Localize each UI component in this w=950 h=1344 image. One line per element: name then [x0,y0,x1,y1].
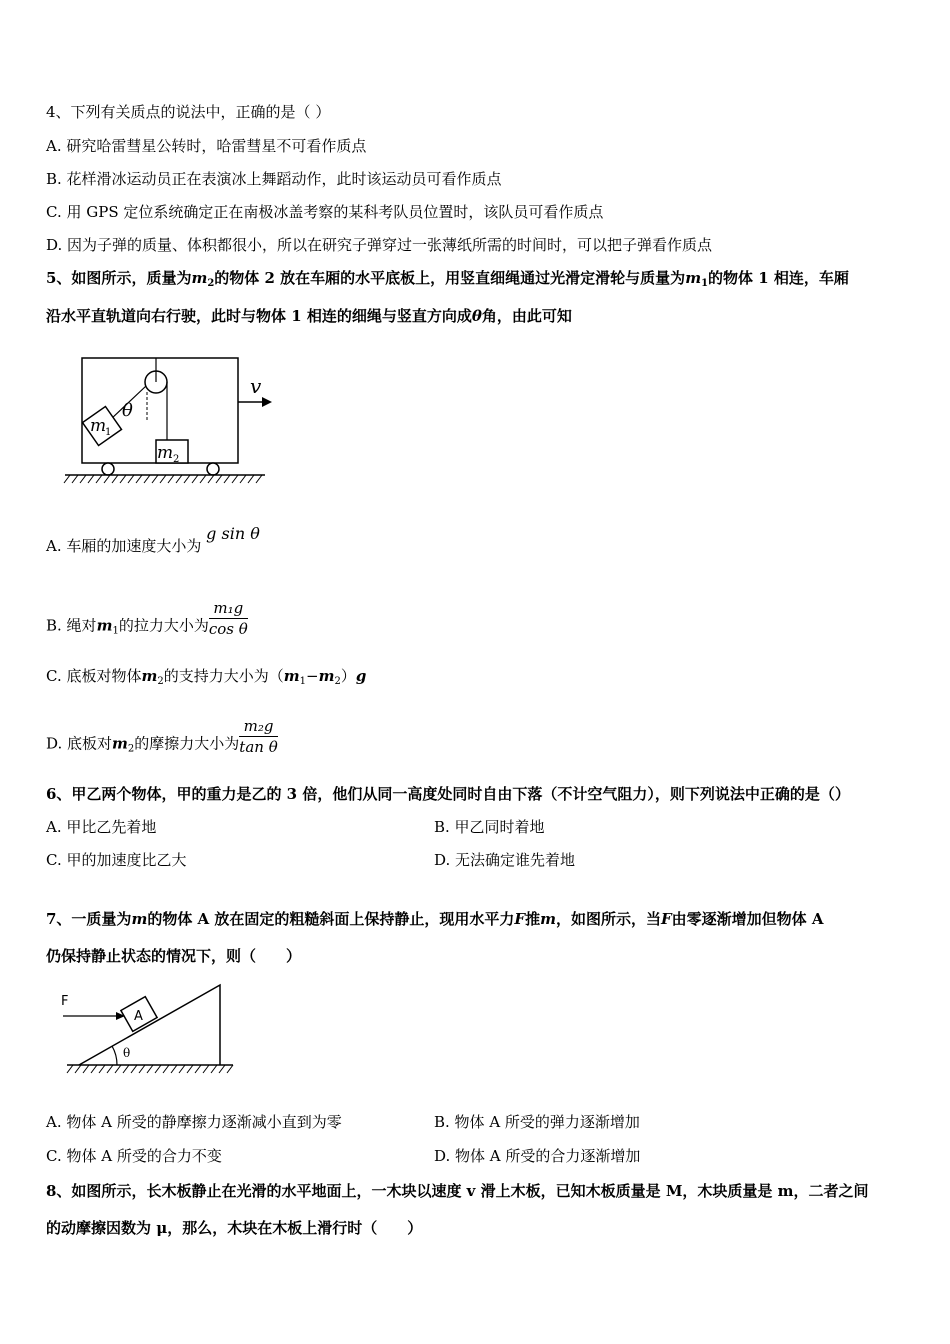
q6-option-c: C. 甲的加速度比乙大 [46,851,187,869]
q8-stem-line2: 的动摩擦因数为 μ，那么，木块在木板上滑行时（ ） [46,1219,423,1237]
q5-option-a: A. 车厢的加速度大小为 g sin θ [46,524,260,555]
q5-stem-line2: 沿水平直轨道向右行驶，此时与物体 1 相连的细绳与竖直方向成θ角，由此可知 [46,307,572,325]
q7-figure [55,980,245,1080]
q6-option-b: B. 甲乙同时着地 [434,818,545,836]
q5-fig-m1-sub: 1 [105,427,112,438]
q4-option-d: D. 因为子弹的质量、体积都很小，所以在研究子弹穿过一张薄纸所需的时间时，可以把子弹看作质点 [46,236,713,254]
q5-fig-m1-label: m [90,416,107,436]
q5-option-b: B. 绳对$m_1$的拉力大小为 $\frac{\text{m₁g}}{\text{cos θ}}$ [46,599,248,638]
q4-option-b: B. 花样滑冰运动员正在表演冰上舞蹈动作，此时该运动员可看作质点 [46,170,502,188]
q4-stem: 4、下列有关质点的说法中，正确的是（ ） [46,103,331,121]
q7-option-b: B. 物体 A 所受的弹力逐渐增加 [434,1113,640,1131]
q5-figure [60,350,280,490]
q5-stem-line1: 5、如图所示，质量为$m_2$的物体 2 放在车厢的水平底板上，用竖直细绳通过光滑定滑轮与质量为$m_1$的物体 1 相连，车厢 [46,269,849,289]
q6-stem: 6、甲乙两个物体，甲的重力是乙的 3 倍，他们从同一高度处同时自由下落（不计空气阻力），则下列说法中正确的是（） [46,785,850,803]
q7-option-d: D. 物体 A 所受的合力逐渐增加 [434,1147,641,1165]
q5-fig-m2-label: m [157,443,174,463]
q5-option-a-math: g sin θ [206,524,260,543]
q4-option-a: A. 研究哈雷彗星公转时，哈雷彗星不可看作质点 [46,137,367,155]
q5-option-c: C. 底板对物体$m_2$的支持力大小为$(m_1-m_2)g$ [46,667,367,687]
q7-stem-line2: 仍保持静止状态的情况下，则（ ） [46,947,302,965]
q5-fig-theta: θ [122,400,133,421]
q7-fig-theta: θ [123,1046,131,1060]
q7-option-a: A. 物体 A 所受的静摩擦力逐渐减小直到为零 [46,1113,342,1131]
q5-fig-v: v [250,374,262,398]
q7-fig-f-label: F [61,994,69,1009]
q6-option-a: A. 甲比乙先着地 [46,818,157,836]
q5-fig-m2-sub: 2 [173,454,180,465]
q7-stem-line1: 7、一质量为m的物体 A 放在固定的粗糙斜面上保持静止，现用水平力F推m，如图所示，当F由零逐渐增加但物体 A [46,910,824,928]
q6-option-d: D. 无法确定谁先着地 [434,851,576,869]
q7-option-c: C. 物体 A 所受的合力不变 [46,1147,222,1165]
q5-option-d: D. 底板对$m_2$的摩擦力大小为 $\frac{\text{m₂g}}{\text{tan θ}}$ [46,717,278,756]
q4-option-c: C. 用 GPS 定位系统确定正在南极冰盖考察的某科考队员位置时，该队员可看作质点 [46,203,604,221]
q7-fig-a-label: A [134,1009,143,1024]
q5-option-b-fraction: $\frac{\text{m₁g}}{\text{cos θ}}$ [208,599,248,638]
q8-stem-line1: 8、如图所示，长木板静止在光滑的水平地面上，一木块以速度 v 滑上木板，已知木板质量是 M，木块质量是 m，二者之间 [46,1182,869,1200]
q5-option-d-fraction: $\frac{\text{m₂g}}{\text{tan θ}}$ [239,717,278,756]
